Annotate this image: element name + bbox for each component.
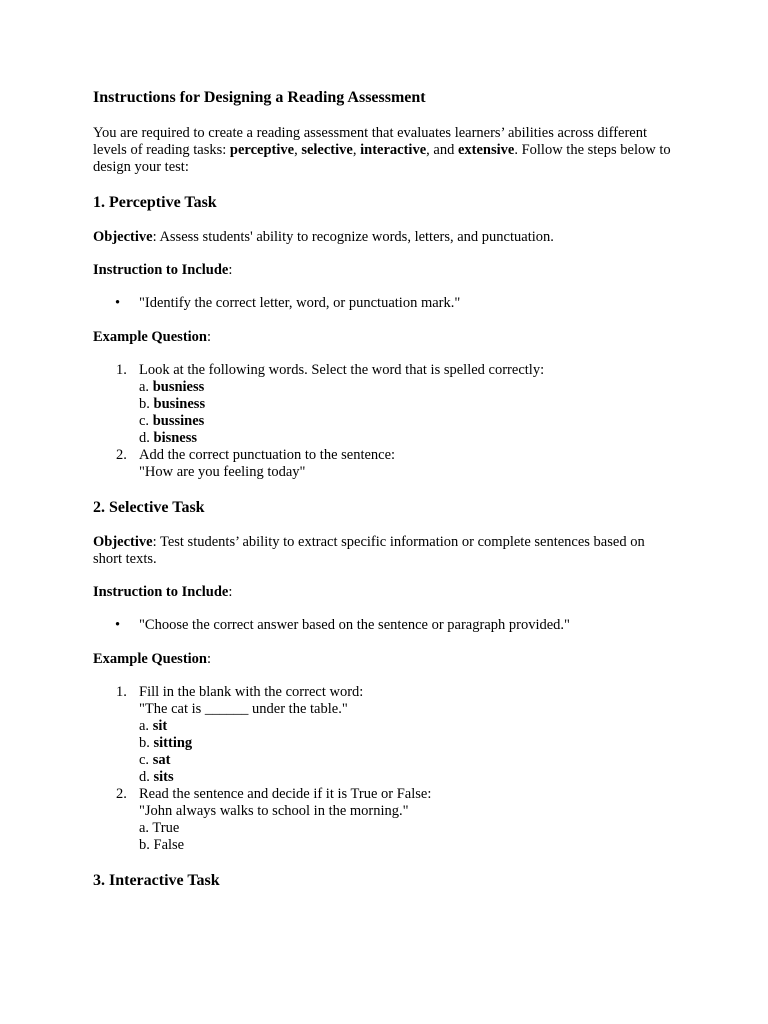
section-heading-selective: 2. Selective Task <box>93 499 205 516</box>
option-letter: b. <box>139 396 154 412</box>
question-number: 2. <box>116 447 127 463</box>
option-letter: a. <box>139 379 153 395</box>
option-letter: c. <box>139 752 153 768</box>
keyword-interactive: interactive <box>360 142 427 158</box>
keyword-extensive: extensive <box>457 142 515 158</box>
objective-paragraph <box>93 534 676 568</box>
instruction-label: Instruction to Include <box>93 584 229 600</box>
objective-text: : Test students’ ability to extract specific information or complete sentences based on short texts. <box>93 534 645 567</box>
instruction-list <box>93 295 676 312</box>
intro-separator: , <box>294 142 302 158</box>
instruction-bullet: • "Choose the correct answer based on the sentence or paragraph provided." <box>93 617 676 634</box>
question-item <box>93 447 676 481</box>
answer-option <box>139 379 676 396</box>
instruction-list <box>93 617 676 634</box>
question-number: 2. <box>116 786 127 802</box>
example-question-list <box>93 362 676 481</box>
question-prompt: Look at the following words. Select the word that is spelled correctly: <box>139 362 545 378</box>
example-heading <box>93 651 676 668</box>
answer-option <box>139 413 676 430</box>
answer-option <box>139 396 676 413</box>
answer-option <box>139 769 676 786</box>
option-letter: a. <box>139 718 153 734</box>
intro-text-end: . Follow the steps below to design your test: <box>93 142 671 175</box>
option-text: sat <box>152 752 171 768</box>
intro-separator: , and <box>426 142 458 158</box>
keyword-selective: selective <box>301 142 353 158</box>
intro-paragraph <box>93 125 676 176</box>
answer-option: a. True <box>139 820 180 836</box>
instruction-bullet: • "Identify the correct letter, word, or punctuation mark." <box>93 295 676 312</box>
example-question-list <box>93 684 676 854</box>
option-text: busniess <box>152 379 205 395</box>
example-heading <box>93 329 676 346</box>
option-text: bussines <box>152 413 205 429</box>
question-item <box>93 786 676 854</box>
example-label: Example Question <box>93 651 207 667</box>
question-sentence: "The cat is ______ under the table." <box>139 701 348 717</box>
objective-label: Objective <box>93 534 153 550</box>
option-text: sits <box>153 769 174 785</box>
option-text: sit <box>152 718 168 734</box>
label-colon: : <box>228 584 233 600</box>
question-item <box>93 362 676 447</box>
instruction-heading <box>93 584 676 601</box>
question-prompt: Read the sentence and decide if it is True or False: <box>139 786 432 802</box>
option-text: business <box>153 396 206 412</box>
option-text: sitting <box>153 735 193 751</box>
section-heading-perceptive: 1. Perceptive Task <box>93 194 217 211</box>
question-prompt: Add the correct punctuation to the sentence: <box>139 447 396 463</box>
label-colon: : <box>207 651 212 667</box>
question-number: 1. <box>116 362 127 378</box>
option-text: bisness <box>153 430 198 446</box>
question-prompt: Fill in the blank with the correct word: <box>139 684 364 700</box>
keyword-perceptive: perceptive <box>229 142 295 158</box>
objective-text: : Assess students' ability to recognize words, letters, and punctuation. <box>152 229 554 245</box>
option-letter: b. <box>139 735 154 751</box>
instruction-label: Instruction to Include <box>93 262 229 278</box>
answer-option: b. False <box>139 837 185 853</box>
answer-option <box>139 752 676 769</box>
intro-text-start: You are required to create a reading assessment that evaluates learners’ abilities across different levels of reading tasks: <box>93 125 648 158</box>
question-item <box>93 684 676 786</box>
option-letter: c. <box>139 413 153 429</box>
instruction-heading <box>93 262 676 279</box>
document-title: Instructions for Designing a Reading Assessment <box>93 89 426 106</box>
section-heading-interactive: 3. Interactive Task <box>93 872 220 889</box>
answer-option <box>139 735 676 752</box>
option-letter: d. <box>139 430 154 446</box>
label-colon: : <box>207 329 212 345</box>
question-sentence: "How are you feeling today" <box>139 464 306 480</box>
objective-paragraph <box>93 229 676 246</box>
question-sentence: "John always walks to school in the morning." <box>139 803 409 819</box>
label-colon: : <box>228 262 233 278</box>
answer-option <box>139 718 676 735</box>
intro-separator: , <box>352 142 361 158</box>
option-letter: d. <box>139 769 154 785</box>
answer-option <box>139 430 676 447</box>
example-label: Example Question <box>93 329 207 345</box>
question-number: 1. <box>116 684 127 700</box>
objective-label: Objective <box>93 229 153 245</box>
